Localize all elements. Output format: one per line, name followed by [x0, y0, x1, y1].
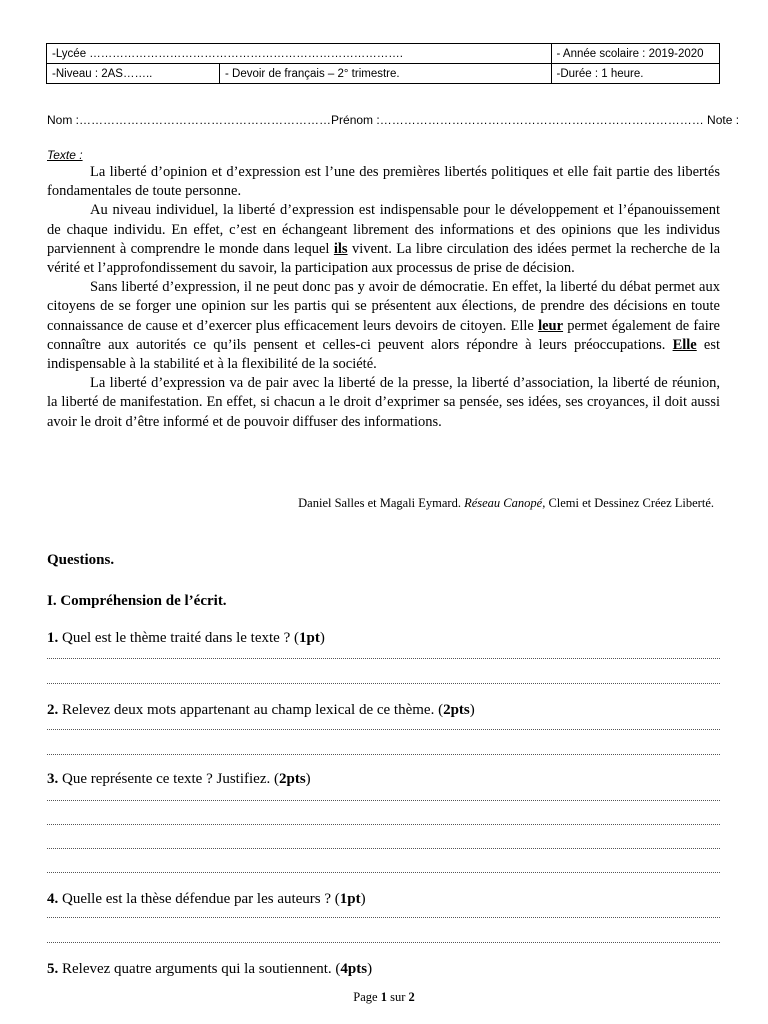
identity-line [47, 113, 740, 127]
answer-line[interactable] [47, 729, 720, 730]
answer-line[interactable] [47, 848, 720, 849]
annee-cell: - Année scolaire : 2019-2020 [551, 44, 719, 64]
source-citation: Daniel Salles et Magali Eymard. Réseau Canopé, Clemi et Dessinez Créez Liberté. [298, 496, 714, 510]
answer-line[interactable] [47, 824, 720, 825]
question-3: 3. Que représente ce texte ? Justifiez. (2pts) [47, 771, 311, 787]
paragraph-4: La liberté d’expression va de pair avec la liberté de la presse, la liberté d’association, la liberté de réunion, la liberté de manifestation. En effet, si chacun a le droit d’exprimer sa pensée, ses idées, ses croyances, il doit aussi avoir le droit d’être informé et de pouvoir diffuser des informations. [47, 375, 720, 430]
page-footer: Page 1 sur 2 [353, 990, 415, 1004]
question-4: 4. Quelle est la thèse défendue par les auteurs ? (1pt) [47, 891, 366, 907]
prenom-field[interactable]: Prénom :……………………………………………………………………… [331, 113, 704, 127]
word-ils: ils [333, 240, 348, 257]
question-1: 1. Quel est le thème traité dans le texte ? (1pt) [47, 630, 325, 646]
word-leur: leur [538, 317, 564, 334]
note-field[interactable]: Note : [707, 113, 740, 127]
page-number: 1 [380, 990, 387, 1004]
answer-line[interactable] [47, 658, 720, 659]
lycee-cell: -Lycée ………………………………………………………………………. [47, 44, 552, 64]
paragraph-3: Sans liberté d’expression, il ne peut donc pas y avoir de démocratie. En effet, la liberté du débat permet aux citoyens de se forger une opinion sur les partis qui se présentent aux élections, de prendre des décisions en toute connaissance de cause et d’exercer plus efficacement leurs devoirs de citoyen. Elle leur permet également de faire connaître aux autorités ce qu’ils pensent et celles-ci peuvent alors répondre à leurs préoccupations. Elle est indispensable à la stabilité et à la flexibilité de la société. [47, 279, 720, 373]
page-total: 2 [408, 990, 415, 1004]
answer-line[interactable] [47, 800, 720, 801]
answer-line[interactable] [47, 917, 720, 918]
answer-line[interactable] [47, 872, 720, 873]
answer-line[interactable] [47, 942, 720, 943]
header-table [46, 43, 720, 84]
text-body [47, 163, 720, 432]
paragraph-2: Au niveau individuel, la liberté d’expression est indispensable pour le développement et l’épanouissement de chaque individu. En effet, c’est en échangeant librement des informations et des opinions que les individus parviennent à comprendre le monde dans lequel ils vivent. La libre circulation des idées permet la recherche de la vérité et l’approfondissement du savoir, la participation aux processus de prise de décision. [47, 202, 721, 277]
answer-line[interactable] [47, 683, 720, 684]
answer-line[interactable] [47, 754, 720, 755]
word-elle: Elle [672, 336, 697, 353]
nom-field[interactable]: Nom :……………………………………………………… [47, 113, 332, 127]
source-title: Réseau Canopé [464, 496, 543, 510]
paragraph-1: La liberté d’opinion et d’expression est l’une des premières libertés politiques et elle fait partie des libertés fondamentales de toute personne. [47, 164, 720, 200]
text-label: Texte : [47, 148, 83, 162]
question-2: 2. Relevez deux mots appartenant au champ lexical de ce thème. (2pts) [47, 702, 475, 718]
devoir-cell: - Devoir de français – 2° trimestre. [220, 64, 552, 84]
duree-cell: -Durée : 1 heure. [551, 64, 719, 84]
questions-title: Questions. [47, 552, 115, 568]
question-5: 5. Relevez quatre arguments qui la soutiennent. (4pts) [47, 961, 373, 977]
section-title: I. Compréhension de l’écrit. [47, 593, 227, 609]
niveau-cell: -Niveau : 2AS…….. [47, 64, 220, 84]
